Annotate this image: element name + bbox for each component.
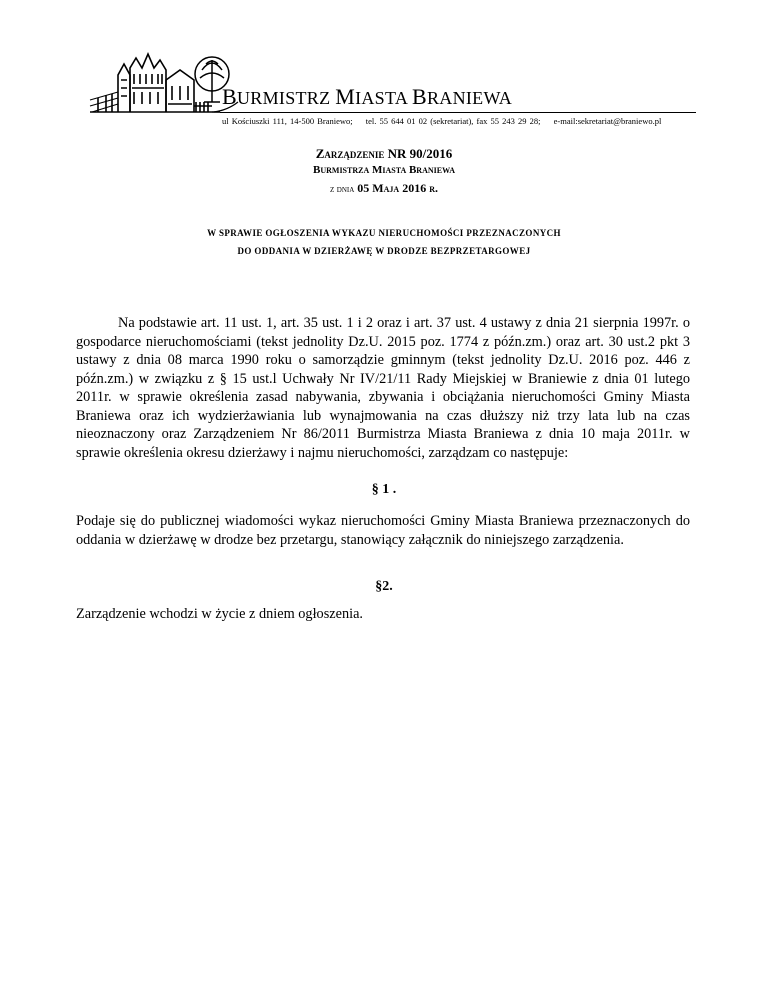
email-text: e-mail:sekretariat@braniewo.pl	[553, 116, 662, 126]
subject-line-1: W SPRAWIE OGŁOSZENIA WYKAZU NIERUCHOMOŚCI PRZEZNACZONYCH	[207, 228, 561, 238]
section-1-heading: § 1 .	[371, 482, 397, 497]
issuer-heading	[222, 84, 512, 110]
heading-initial: B	[222, 84, 237, 109]
header-divider	[220, 112, 696, 113]
heading-word: RANIEWA	[426, 88, 513, 108]
date-prefix: z dnia	[330, 184, 355, 195]
date-suffix: r.	[429, 181, 438, 195]
heading-initial: M	[335, 84, 356, 109]
ordinance-word: Zarządzenie	[315, 146, 385, 161]
date-month: Maja	[372, 181, 400, 195]
ordinance-number: NR 90/2016	[387, 146, 453, 161]
date-day: 05	[357, 181, 370, 195]
contact-line	[222, 116, 671, 126]
letterhead	[88, 40, 698, 130]
section-1-text: Podaje się do publicznej wiadomości wykaz nieruchomości Gminy Miasta Braniewa przeznaczonych do oddania w dzierżawę w drodze bez przetargu, stanowiący załącznik do niniejszego zarządzenia.	[76, 513, 690, 548]
ordinance-title	[0, 146, 768, 162]
legal-basis-paragraph: Na podstawie art. 11 ust. 1, art. 35 ust. 1 i 2 oraz i art. 37 ust. 4 ustawy z dnia 21 sierpnia 1997r. o gospodarce nieruchomościami (tekst jednolity Dz.U. 2015 poz. 1774 z późn.zm.) oraz art. 30 ust.2 pkt 3 ustawy z dnia 08 marca 1990 roku o samorządzie gminnym (tekst jednolity Dz.U. 2016 poz. 446 z późn.zm.) w związku z § 15 ust.l Uchwały Nr IV/21/11 Rady Miejskiej w Braniewie z dnia 01 lutego 2011r. w sprawie określenia zasad nabywania, zbywania i obciążania nieruchomości Gminy Miasta Braniewa oraz ich wydzierżawiania lub wynajmowania na czas dłuższy niż trzy lata lub na czas nieoznaczony oraz Zarządzeniem Nr 86/2011 Burmistrza Miasta Braniewa z dnia 10 maja 2011r. w sprawie określenia okresu dzierżawy i najmu nieruchomości, zarządzam co następuje:	[76, 315, 690, 461]
heading-initial: B	[411, 84, 427, 109]
date-year: 2016	[402, 181, 427, 195]
ordinance-issuer: Burmistrza Miasta Braniewa	[313, 164, 455, 176]
heading-word: URMISTRZ	[236, 88, 331, 108]
phone-fax-text: tel. 55 644 01 02 (sekretariat), fax 55 243 29 28;	[365, 116, 541, 126]
address-text: ul Kościuszki 111, 14-500 Braniewo;	[222, 116, 353, 126]
ordinance-date	[0, 181, 768, 196]
subject-line-2: DO ODDANIA W DZIERŻAWĘ W DRODZE BEZPRZETARGOWEJ	[237, 246, 531, 256]
section-2-text: Zarządzenie wchodzi w życie z dniem ogłoszenia.	[76, 606, 363, 622]
heading-word: IASTA	[355, 88, 408, 108]
section-2-heading: §2.	[375, 579, 393, 594]
